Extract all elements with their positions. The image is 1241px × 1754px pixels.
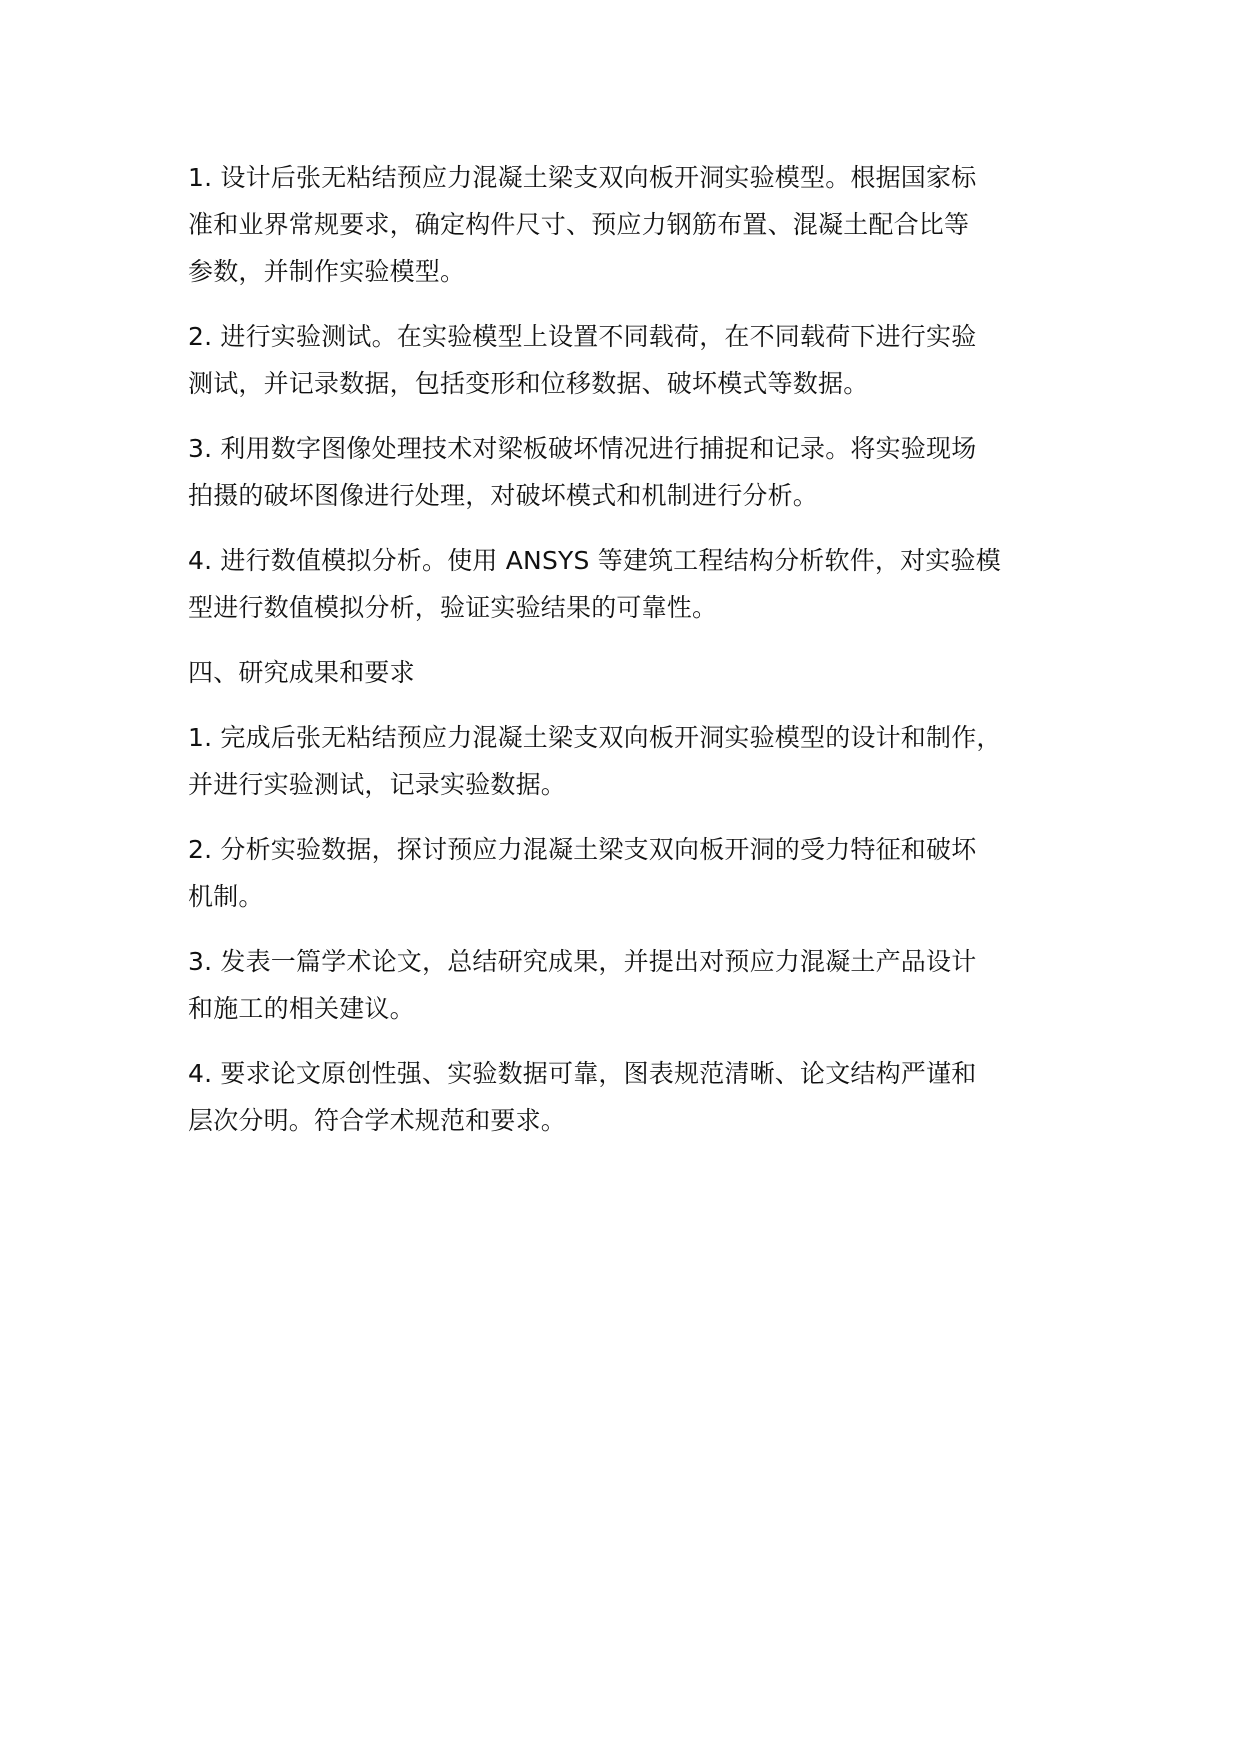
section-heading-results bbox=[188, 649, 1088, 696]
document-body bbox=[188, 154, 1088, 1162]
text-line: 和施工的相关建议。 bbox=[188, 994, 415, 1023]
text-line: 并进行实验测试，记录实验数据。 bbox=[188, 770, 567, 799]
text-line: 2. 分析实验数据，探讨预应力混凝土梁支双向板开洞的受力特征和破坏 bbox=[188, 835, 977, 864]
paragraph-step-4-simulation bbox=[188, 537, 1088, 631]
paragraph-step-2-testing bbox=[188, 313, 1088, 407]
paragraph-result-3 bbox=[188, 938, 1088, 1032]
text-line: 3. 利用数字图像处理技术对梁板破坏情况进行捕捉和记录。将实验现场 bbox=[188, 434, 977, 463]
text-line: 准和业界常规要求，确定构件尺寸、预应力钢筋布置、混凝土配合比等 bbox=[188, 210, 970, 239]
text-line: 4. 进行数值模拟分析。使用 ANSYS 等建筑工程结构分析软件，对实验模 bbox=[188, 546, 1001, 575]
text-line: 参数，并制作实验模型。 bbox=[188, 257, 466, 286]
text-line: 层次分明。符合学术规范和要求。 bbox=[188, 1106, 567, 1135]
paragraph-result-1 bbox=[188, 714, 1088, 808]
text-line: 2. 进行实验测试。在实验模型上设置不同载荷，在不同载荷下进行实验 bbox=[188, 322, 977, 351]
paragraph-result-2 bbox=[188, 826, 1088, 920]
text-line: 拍摄的破坏图像进行处理，对破坏模式和机制进行分析。 bbox=[188, 481, 819, 510]
text-line: 1. 完成后张无粘结预应力混凝土梁支双向板开洞实验模型的设计和制作， bbox=[188, 723, 1002, 752]
text-line: 机制。 bbox=[188, 882, 264, 911]
text-line: 1. 设计后张无粘结预应力混凝土梁支双向板开洞实验模型。根据国家标 bbox=[188, 163, 977, 192]
paragraph-result-4 bbox=[188, 1050, 1088, 1144]
paragraph-step-3-image-processing bbox=[188, 425, 1088, 519]
text-line: 4. 要求论文原创性强、实验数据可靠，图表规范清晰、论文结构严谨和 bbox=[188, 1059, 977, 1088]
heading-line: 四、研究成果和要求 bbox=[188, 658, 415, 687]
text-line: 测试，并记录数据，包括变形和位移数据、破坏模式等数据。 bbox=[188, 369, 869, 398]
text-line: 3. 发表一篇学术论文，总结研究成果，并提出对预应力混凝土产品设计 bbox=[188, 947, 977, 976]
paragraph-step-1-design bbox=[188, 154, 1088, 295]
text-line: 型进行数值模拟分析，验证实验结果的可靠性。 bbox=[188, 593, 718, 622]
